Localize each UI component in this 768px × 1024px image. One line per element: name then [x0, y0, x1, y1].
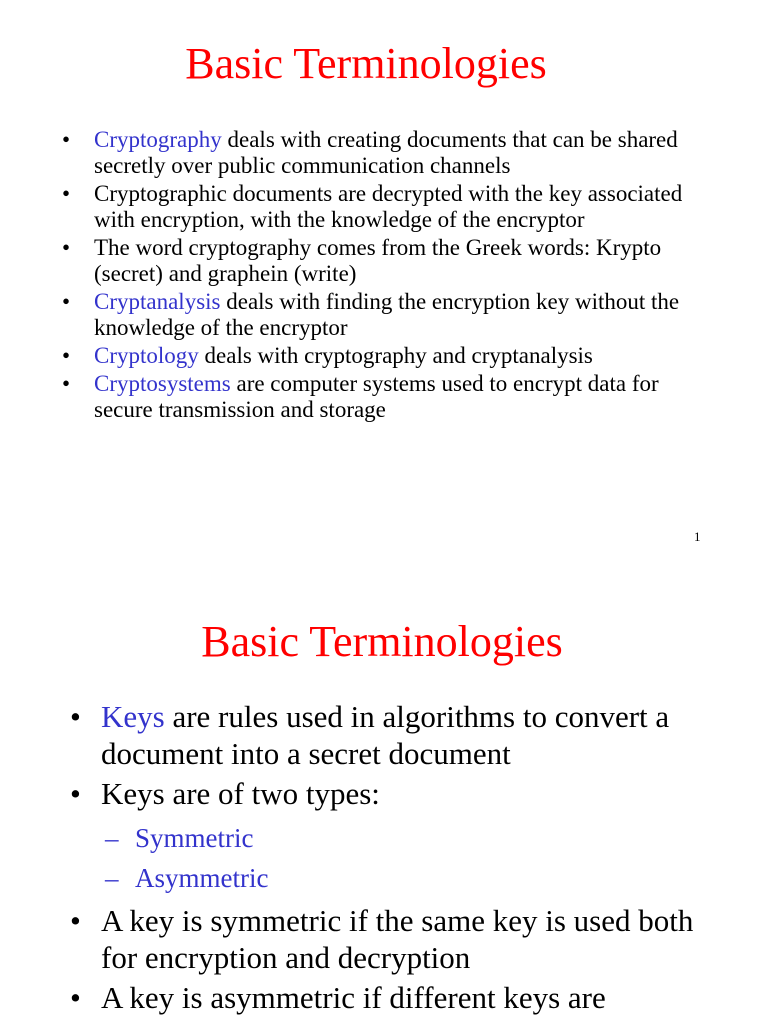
page-number: 1	[694, 529, 701, 544]
list-item	[62, 181, 722, 233]
list-item	[62, 343, 722, 369]
bullet-list	[62, 127, 722, 425]
bullet-list	[70, 698, 730, 1019]
bullet-text: Keys are of two types:	[101, 776, 380, 811]
bullet-text: The word cryptography comes from the Greek words: Krypto (secret) and graphein (write)	[94, 235, 662, 286]
list-item	[70, 775, 730, 898]
bullet-marker: •	[62, 127, 71, 152]
list-item	[70, 698, 730, 772]
list-item	[70, 979, 730, 1016]
dash-marker: –	[105, 863, 119, 893]
dash-marker: –	[105, 823, 119, 853]
list-item	[62, 371, 722, 423]
sub-list-item	[101, 858, 730, 898]
bullet-marker: •	[62, 371, 71, 396]
bullet-marker: •	[62, 235, 71, 260]
bullet-text: deals with creating documents that can be shared secretly over public communication channels	[94, 127, 678, 178]
slide-title: Basic Terminologies	[201, 617, 563, 666]
term-highlight: Cryptography	[94, 127, 222, 152]
sub-item-text: Symmetric	[135, 823, 254, 853]
bullet-marker: •	[62, 343, 71, 368]
list-item	[62, 235, 722, 287]
list-item	[62, 127, 722, 179]
bullet-marker: •	[70, 699, 81, 734]
bullet-text: are computer systems used to encrypt data for secure transmission and storage	[94, 371, 659, 422]
bullet-marker: •	[70, 903, 81, 938]
term-highlight: Cryptology	[94, 343, 199, 368]
term-highlight: Cryptanalysis	[94, 289, 221, 314]
list-item	[62, 289, 722, 341]
sub-item-text: Asymmetric	[135, 863, 269, 893]
bullet-marker: •	[62, 181, 71, 206]
bullet-text: deals with cryptography and cryptanalysis	[198, 343, 593, 368]
slide-title: Basic Terminologies	[185, 39, 547, 88]
slide-2	[0, 580, 768, 1024]
bullet-marker: •	[62, 289, 71, 314]
bullet-marker: •	[70, 776, 81, 811]
bullet-text: A key is symmetric if the same key is used both for encryption and decryption	[101, 903, 694, 975]
sub-list	[101, 818, 730, 898]
bullet-text: Cryptographic documents are decrypted with the key associated with encryption, with the knowledge of the encryptor	[94, 181, 683, 232]
bullet-marker: •	[70, 980, 81, 1015]
list-item	[70, 902, 730, 976]
sub-list-item	[101, 818, 730, 858]
bullet-text: deals with finding the encryption key without the knowledge of the encryptor	[94, 289, 680, 340]
term-highlight: Cryptosystems	[94, 371, 231, 396]
term-highlight: Keys	[101, 699, 165, 734]
bullet-text: are rules used in algorithms to convert a document into a secret document	[101, 699, 670, 771]
bullet-text: A key is asymmetric if different keys are	[101, 980, 606, 1015]
